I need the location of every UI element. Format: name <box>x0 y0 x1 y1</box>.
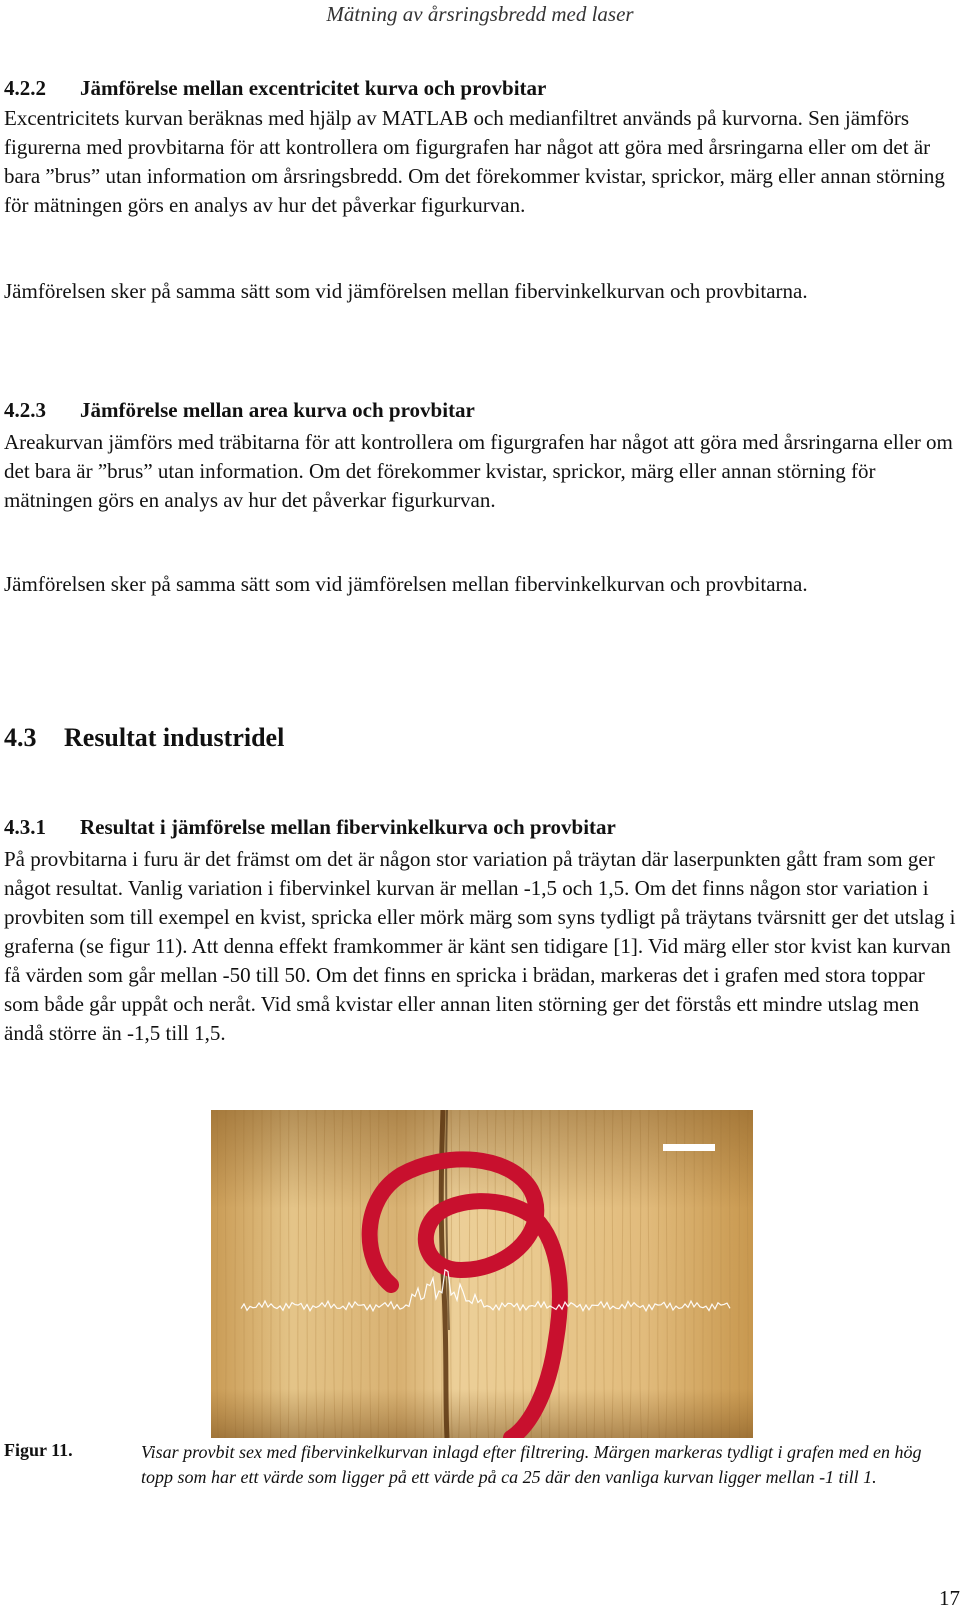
section-number: 4.3 <box>4 723 37 752</box>
section-heading-4-2-2 <box>4 74 546 102</box>
section-number: 4.2.3 <box>4 398 46 422</box>
running-header: Mätning av årsringsbredd med laser <box>326 2 634 26</box>
section-title: Resultat i jämförelse mellan fibervinkelkurva och provbitar <box>80 815 616 839</box>
section-title: Resultat industridel <box>64 723 285 752</box>
figure-label: Figur 11. <box>4 1440 73 1460</box>
section-title: Jämförelse mellan excentricitet kurva och provbitar <box>80 76 547 100</box>
section-heading-4-3-1 <box>4 813 616 841</box>
section-heading-4-2-3 <box>4 396 475 424</box>
paragraph: Jämförelsen sker på samma sätt som vid jämförelsen mellan fibervinkelkurvan och provbitarna. <box>4 279 808 303</box>
page-number: 17 <box>939 1586 960 1610</box>
section-title: Jämförelse mellan area kurva och provbitar <box>80 398 475 422</box>
figure-photo-wood-sample <box>211 1110 753 1438</box>
figure-caption: Visar provbit sex med fibervinkelkurvan inlagd efter filtrering. Märgen markeras tydligt i grafen med en hög topp som har ett värde som ligger på ett värde på ca 25 där den vanliga kurvan ligger mellan -1 till 1. <box>141 1442 922 1487</box>
paragraph: Areakurvan jämförs med träbitarna för att kontrollera om figurgrafen har något att göra med årsringarna eller om det bara är ”brus” utan information. Om det förekommer kvistar, sprickor, märg eller annan störning för mätningen görs en analys av hur det påverkar figurkurvan. <box>4 430 953 512</box>
section-number: 4.3.1 <box>4 815 46 839</box>
paragraph: Jämförelsen sker på samma sätt som vid jämförelsen mellan fibervinkelkurvan och provbitarna. <box>4 572 808 596</box>
paragraph: På provbitarna i furu är det främst om det är någon stor variation på träytan där laserpunkten gått fram som ger något resultat. Vanlig variation i fibervinkel kurvan är mellan -1,5 och 1,5. Om det finns någon stor variation i provbiten som till exempel en kvist, spricka eller mörk märg som syns tydligt på träytans tvärsnitt ger det utslag i graferna (se figur 11). Att denna effekt framkommer är känt sen tidigare [1]. Vid märg eller stor kvist kan kurvan få värden som går mellan -50 till 50. Om det finns en spricka i brädan, markeras det i grafen med stora toppar som både går uppåt och neråt. Vid små kvistar eller annan liten störning ger det förstås ett mindre utslag men ändå större än -1,5 till 1,5. <box>4 847 956 1045</box>
section-number: 4.2.2 <box>4 76 46 100</box>
paragraph: Excentricitets kurvan beräknas med hjälp av MATLAB och medianfiltret används på kurvorna. Sen jämförs figurerna med provbitarna för att kontrollera om figurgrafen har något att göra med årsringarna eller om det är bara ”brus” utan information om årsringsbredd. Om det förekommer kvistar, sprickor, märg eller annan störning för mätningen görs en analys av hur det påverkar figurkurvan. <box>4 106 945 217</box>
section-heading-4-3 <box>4 722 284 754</box>
